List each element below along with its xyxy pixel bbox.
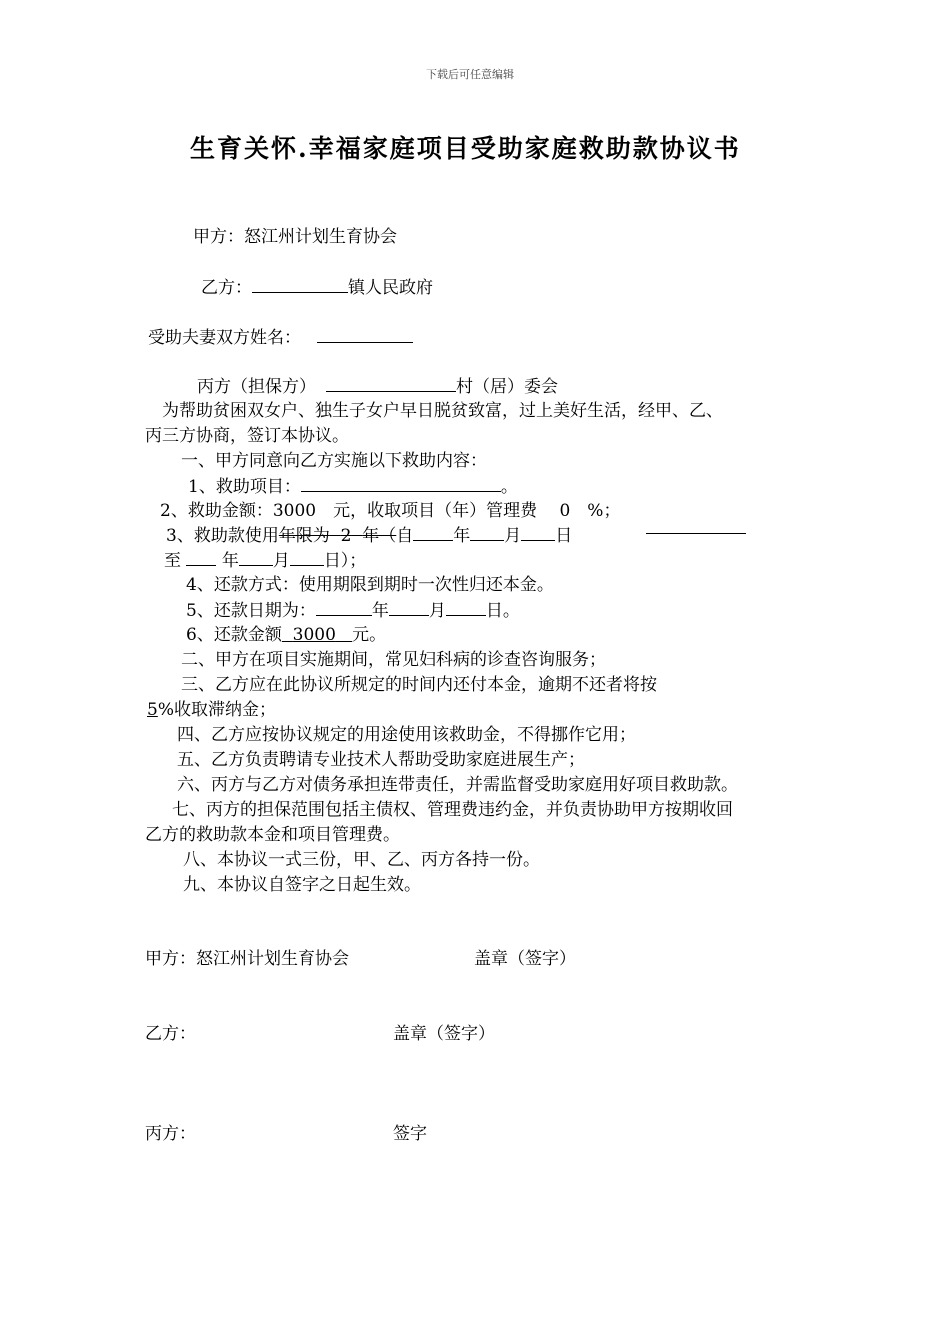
clause-1-3-to: 至	[164, 551, 181, 571]
signature-bing-name: 丙方：	[145, 1124, 196, 1144]
clause-1-5-year-blank	[316, 599, 372, 616]
clause-1-3-strike-1: 年限为	[278, 526, 330, 546]
clause-1-3-day-blank	[521, 524, 555, 541]
header-note: 下载后可任意编辑	[426, 68, 514, 81]
clause-3-line-2	[147, 699, 276, 721]
clause-1-6	[186, 624, 386, 646]
clause-1-5-day: 日。	[485, 601, 520, 621]
clause-1-5-day-blank	[446, 599, 486, 616]
clause-1-3-label: 3、救助款使用	[166, 526, 279, 546]
signature-bing-seal: 签字	[393, 1124, 427, 1144]
party-yi-prefix: 乙方：	[201, 278, 252, 298]
clause-1-3-day2-blank	[290, 549, 324, 566]
party-yi	[201, 276, 433, 299]
clause-4: 四、乙方应按协议规定的用途使用该救助金，不得挪作它用；	[177, 725, 636, 745]
clause-1: 一、甲方同意向乙方实施以下救助内容：	[181, 451, 487, 471]
clause-1-3-month2-blank	[239, 549, 273, 566]
clause-1-3-year2: 年	[221, 551, 239, 571]
party-yi-blank	[252, 276, 348, 293]
clause-1-4: 4、还款方式：使用期限到期时一次性归还本金。	[186, 575, 554, 595]
clause-1-3-year: 年	[453, 526, 471, 546]
clause-7-line-2: 乙方的救助款本金和项目管理费。	[145, 825, 400, 845]
couple-names	[148, 326, 413, 349]
party-bing	[197, 375, 558, 398]
clause-1-3-month: 月	[504, 526, 522, 546]
clause-1-5-label: 5、还款日期为：	[186, 601, 316, 621]
clause-1-6-label: 6、还款金额	[186, 625, 282, 645]
intro-line-2: 丙三方协商，签订本协议。	[145, 426, 349, 446]
clause-1-1-label: 1、救助项目：	[188, 477, 301, 497]
clause-1-5	[186, 599, 520, 622]
clause-1-3-years	[330, 526, 362, 546]
clause-1-3-years-value: 2	[340, 526, 352, 546]
clause-1-3-strike-2: 年（	[362, 526, 397, 546]
signature-jia-name: 甲方：怒江州计划生育协会	[145, 949, 349, 969]
clause-3-rate-suffix: %收取滞纳金；	[157, 700, 276, 720]
clause-9: 九、本协议自签字之日起生效。	[183, 875, 421, 895]
party-bing-prefix: 丙方（担保方）	[197, 377, 316, 397]
clause-7-line-1: 七、丙方的担保范围包括主债权、管理费违约金，并负责协助甲方按期收回	[172, 800, 733, 820]
clause-1-3-month-blank	[470, 524, 504, 541]
clause-1-2: 2、救助金额：3000 元，收取项目（年）管理费 0 %；	[160, 501, 621, 521]
clause-1-5-month: 月	[428, 601, 446, 621]
clause-5: 五、乙方负责聘请专业技术人帮助受助家庭进展生产；	[177, 750, 585, 770]
clause-3-rate: 5	[147, 700, 158, 720]
clause-1-5-year: 年	[371, 601, 389, 621]
clause-8: 八、本协议一式三份，甲、乙、丙方各持一份。	[183, 850, 540, 870]
clause-1-1-blank	[301, 475, 501, 492]
clause-1-3-year2-blank	[186, 549, 216, 566]
clause-1-5-month-blank	[389, 599, 429, 616]
clause-1-6-amount-value: 3000	[292, 625, 336, 645]
party-yi-suffix: 镇人民政府	[348, 278, 433, 298]
clause-1-3-cont	[164, 549, 366, 572]
clause-1-3-trailing-line	[646, 533, 746, 534]
party-bing-blank	[326, 375, 456, 392]
clause-2: 二、甲方在项目实施期间，常见妇科病的诊查咨询服务；	[181, 650, 606, 670]
couple-names-blank	[317, 326, 413, 343]
party-jia: 甲方：怒江州计划生育协会	[193, 227, 397, 247]
clause-1-3-month2: 月	[272, 551, 290, 571]
clause-1-3-day2: 日）；	[323, 551, 367, 571]
clause-1-6-unit: 元。	[352, 625, 387, 645]
clause-1-3-day: 日	[555, 526, 573, 546]
clause-1-3-year-blank	[413, 524, 453, 541]
signature-yi-seal: 盖章（签字）	[393, 1024, 495, 1044]
couple-names-label: 受助夫妻双方姓名：	[148, 328, 301, 348]
document-title: 生育关怀.幸福家庭项目受助家庭救助款协议书	[190, 134, 741, 163]
signature-jia-seal: 盖章（签字）	[474, 949, 576, 969]
party-bing-suffix: 村（居）委会	[456, 377, 558, 397]
signature-yi-name: 乙方：	[145, 1024, 196, 1044]
clause-3-line-1: 三、乙方应在此协议所规定的时间内还付本金，逾期不还者将按	[181, 675, 657, 695]
clause-6: 六、丙方与乙方对债务承担连带责任，并需监督受助家庭用好项目救助款。	[177, 775, 738, 795]
clause-1-3-from: 自	[396, 526, 414, 546]
intro-line-1: 为帮助贫困双女户、独生子女户早日脱贫致富，过上美好生活，经甲、乙、	[162, 401, 723, 421]
clause-1-3	[166, 524, 572, 547]
clause-1-1-end: 。	[500, 477, 518, 497]
clause-1-6-amount	[282, 625, 352, 645]
clause-1-1	[188, 475, 518, 498]
